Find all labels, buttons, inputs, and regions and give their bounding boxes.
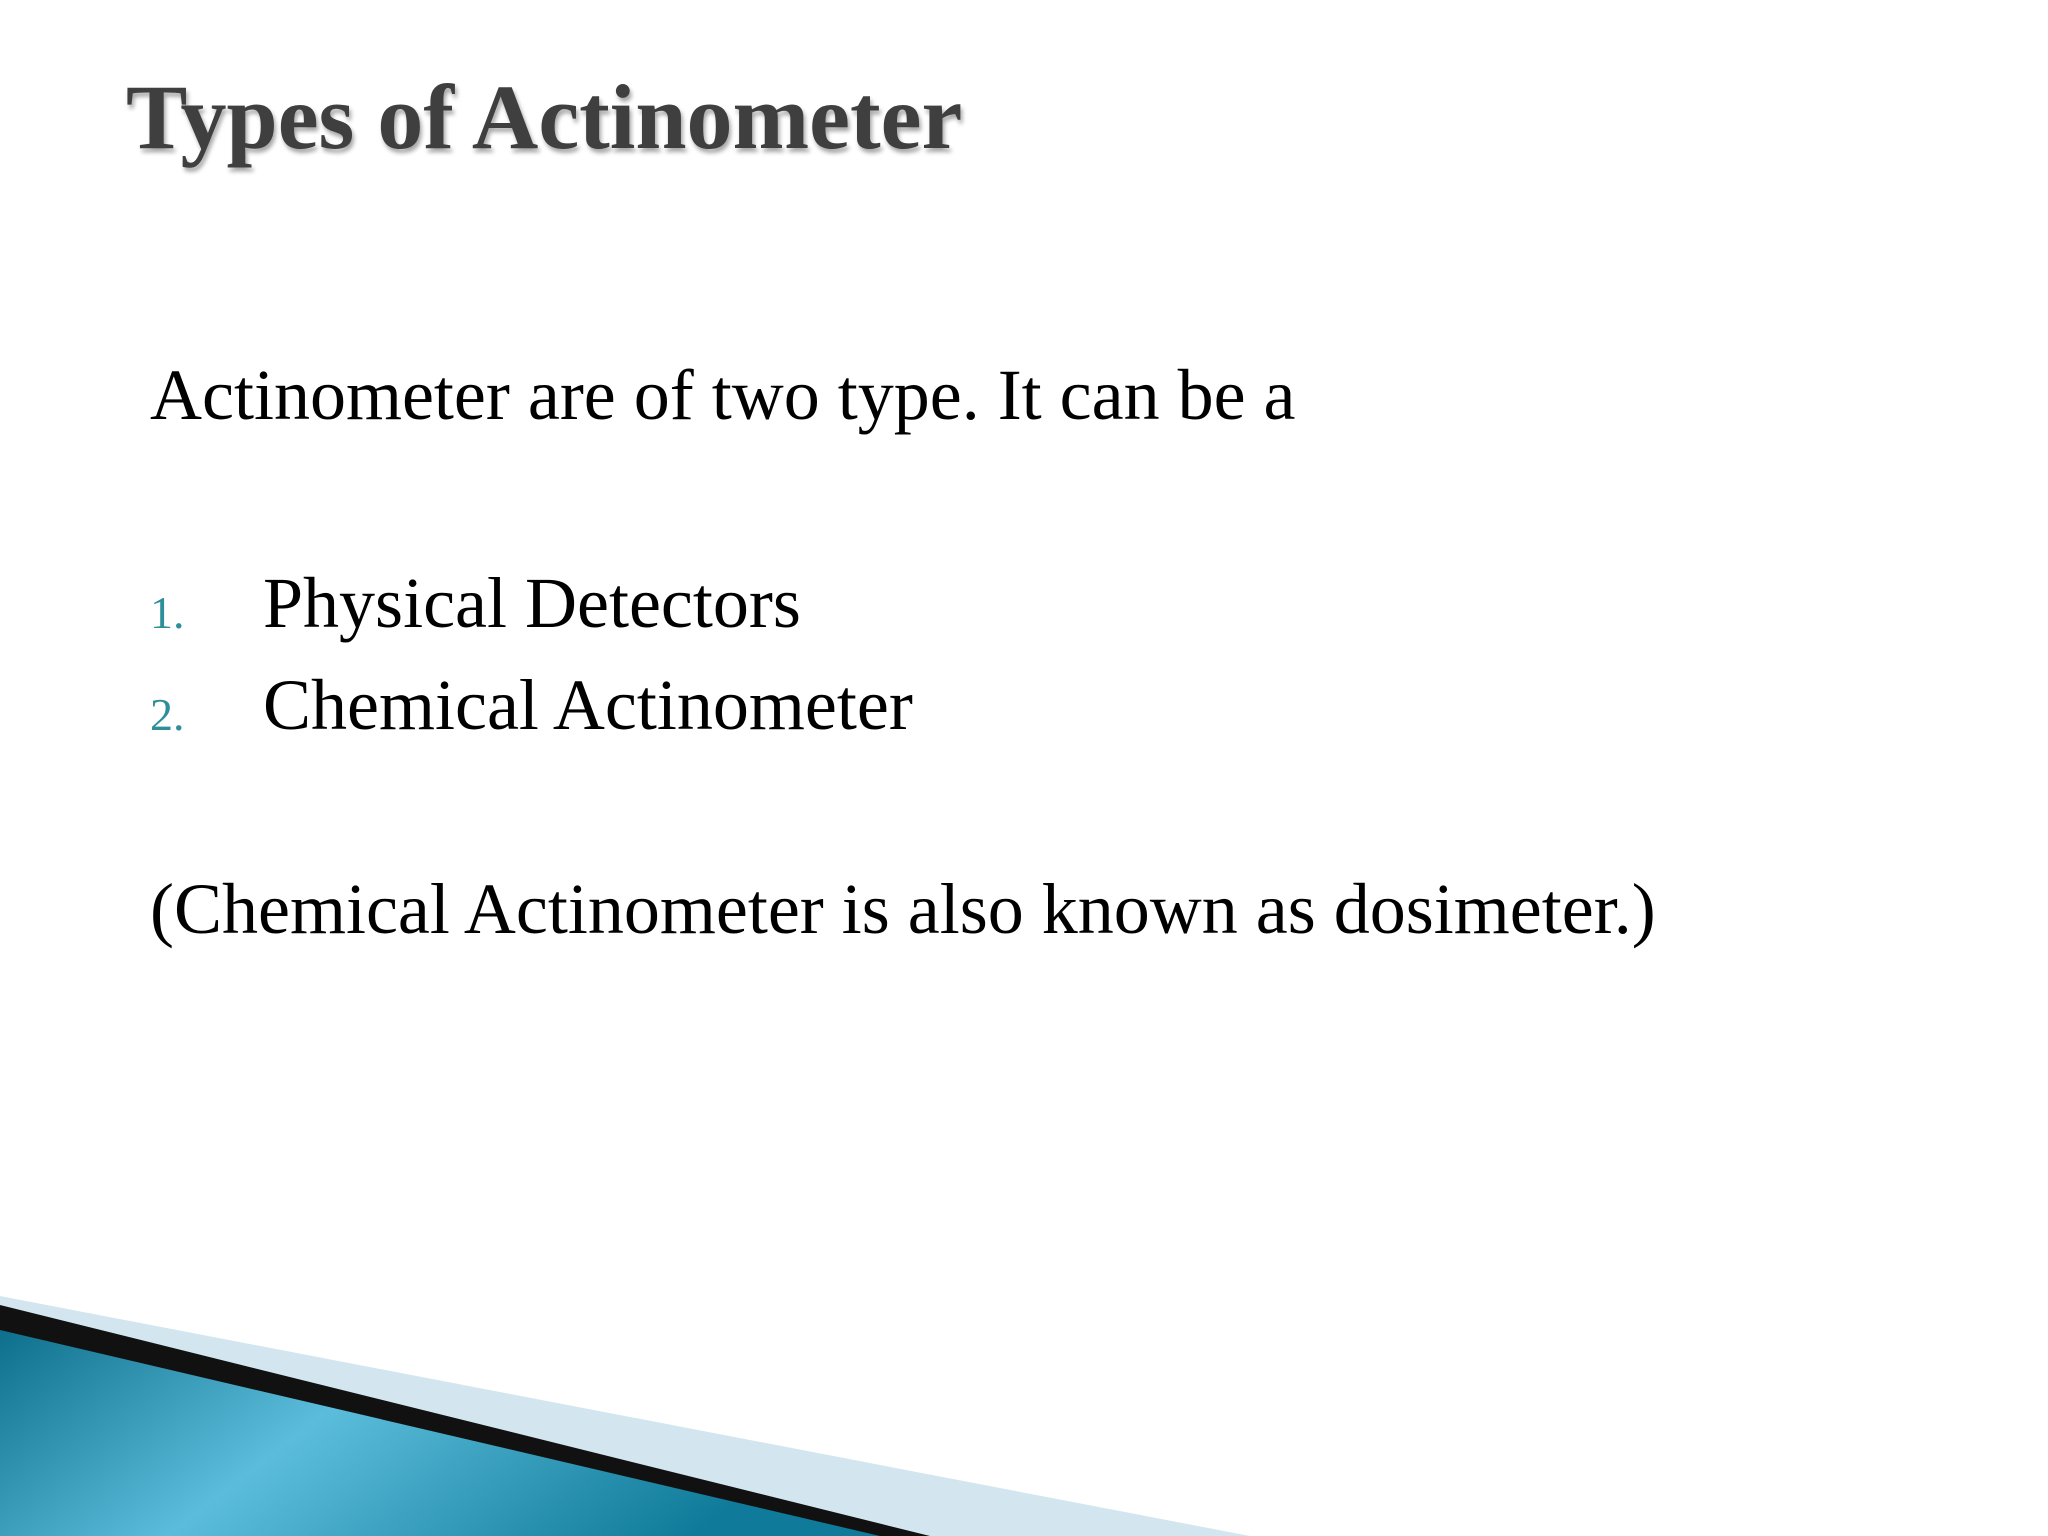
slide-title: Types of Actinometer	[126, 66, 963, 168]
dosimeter-note: (Chemical Actinometer is also known as dosimeter.)	[150, 869, 1656, 949]
intro-text: Actinometer are of two type. It can be a	[150, 355, 1296, 435]
wave-pale-band	[0, 1296, 1250, 1536]
list-item-label: Chemical Actinometer	[263, 665, 913, 745]
list-number: 1.	[150, 587, 185, 638]
wave-black-stripe	[0, 1305, 930, 1536]
list-item-label: Physical Detectors	[263, 563, 801, 643]
list-number: 2.	[150, 689, 185, 740]
wave-blue-band	[0, 1330, 880, 1536]
